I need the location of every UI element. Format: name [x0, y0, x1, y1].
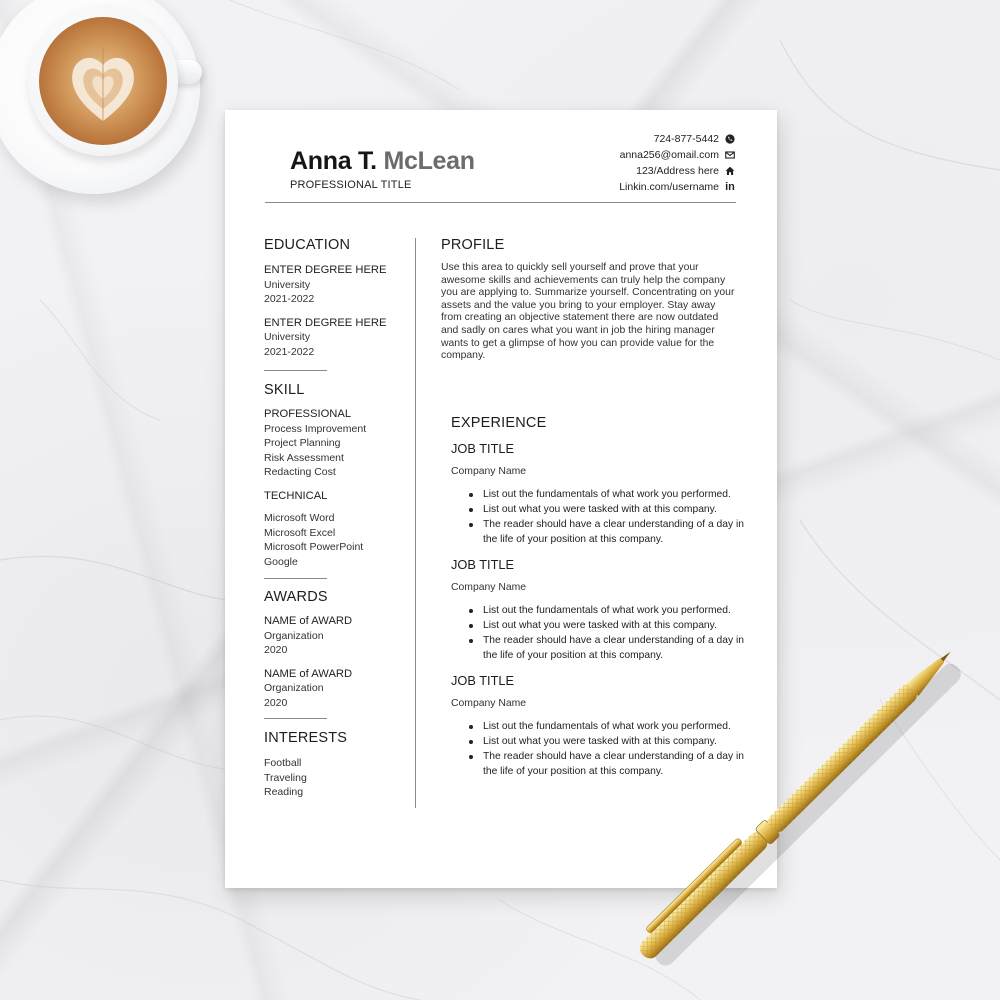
email-icon	[724, 149, 736, 161]
job-title: JOB TITLE	[451, 557, 515, 572]
job-entry	[451, 557, 761, 663]
job-title: JOB TITLE	[451, 441, 515, 456]
contact-phone: 724-877-5442	[619, 131, 736, 147]
job-entry	[451, 673, 761, 779]
experience-heading: EXPERIENCE	[451, 415, 547, 431]
company-name: Company Name	[451, 466, 527, 477]
list-item: The reader should have a clear understanding of a day in the life of your position at this company.	[483, 633, 761, 663]
awards-heading: AWARDS	[264, 589, 328, 605]
name-block	[290, 147, 475, 191]
list-item: List out the fundamentals of what work you performed.	[483, 487, 761, 502]
list-item: List out what you were tasked with at this company.	[483, 734, 761, 749]
job-bullets	[451, 603, 761, 663]
list-item: List out the fundamentals of what work you performed.	[483, 719, 761, 734]
education-heading: EDUCATION	[264, 237, 351, 253]
left-column	[264, 237, 404, 800]
section-divider	[264, 578, 327, 579]
skill-technical: TECHNICAL Microsoft Word Microsoft Excel Microsoft PowerPoint Google	[264, 489, 364, 568]
skill-professional: PROFESSIONAL Process Improvement Project Planning Risk Assessment Redacting Cost	[264, 408, 367, 478]
column-divider	[415, 238, 416, 808]
profile-section	[441, 237, 751, 363]
list-item: The reader should have a clear understanding of a day in the life of your position at this company.	[483, 749, 761, 779]
linkedin-icon: in	[725, 181, 735, 193]
job-title: JOB TITLE	[451, 673, 515, 688]
company-name: Company Name	[451, 582, 527, 593]
experience-section	[451, 415, 761, 779]
last-name: McLean	[383, 147, 475, 175]
latte-art	[39, 17, 167, 145]
contact-email: anna256@omail.com	[619, 147, 736, 163]
professional-title: PROFESSIONAL TITLE	[290, 179, 412, 191]
company-name: Company Name	[451, 698, 527, 709]
section-divider	[264, 370, 327, 371]
education-entry: ENTER DEGREE HERE University 2021-2022	[264, 264, 387, 305]
education-entry: ENTER DEGREE HERE University 2021-2022	[264, 316, 387, 358]
first-name: Anna T.	[290, 147, 377, 175]
job-entry	[451, 441, 761, 547]
full-name	[290, 147, 475, 175]
interests-list: Football Traveling Reading	[264, 757, 307, 798]
section-divider	[264, 718, 327, 719]
contact-block	[619, 131, 736, 195]
award-entry: NAME of AWARD Organization 2020	[264, 667, 353, 709]
job-bullets	[451, 487, 761, 547]
header-divider	[265, 202, 736, 203]
contact-address: 123/Address here	[619, 163, 736, 179]
list-item: List out what you were tasked with at this company.	[483, 502, 761, 517]
list-item: The reader should have a clear understanding of a day in the life of your position at this company.	[483, 517, 761, 547]
contact-linkedin: Linkin.com/username in	[619, 181, 735, 193]
skill-heading: SKILL	[264, 382, 305, 398]
resume-paper	[225, 110, 777, 888]
home-icon	[724, 165, 736, 177]
award-entry: NAME of AWARD Organization 2020	[264, 615, 353, 656]
list-item: List out the fundamentals of what work you performed.	[483, 603, 761, 618]
job-bullets	[451, 719, 761, 779]
phone-icon	[724, 133, 736, 145]
interests-heading: INTERESTS	[264, 730, 348, 746]
profile-heading: PROFILE	[441, 237, 505, 253]
profile-text: Use this area to quickly sell yourself and prove that your awesome skills and achievements can truly help the company you are applying to. Summarize yourself. Concentrating on your assets and the value you bring to your employer. Stay away from creating an objective statement there are now outdated and sadly on cares what you want in job the hiring manager wants to get a glimpse of how you can provide value for the company.	[441, 262, 735, 362]
list-item: List out what you were tasked with at this company.	[483, 618, 761, 633]
